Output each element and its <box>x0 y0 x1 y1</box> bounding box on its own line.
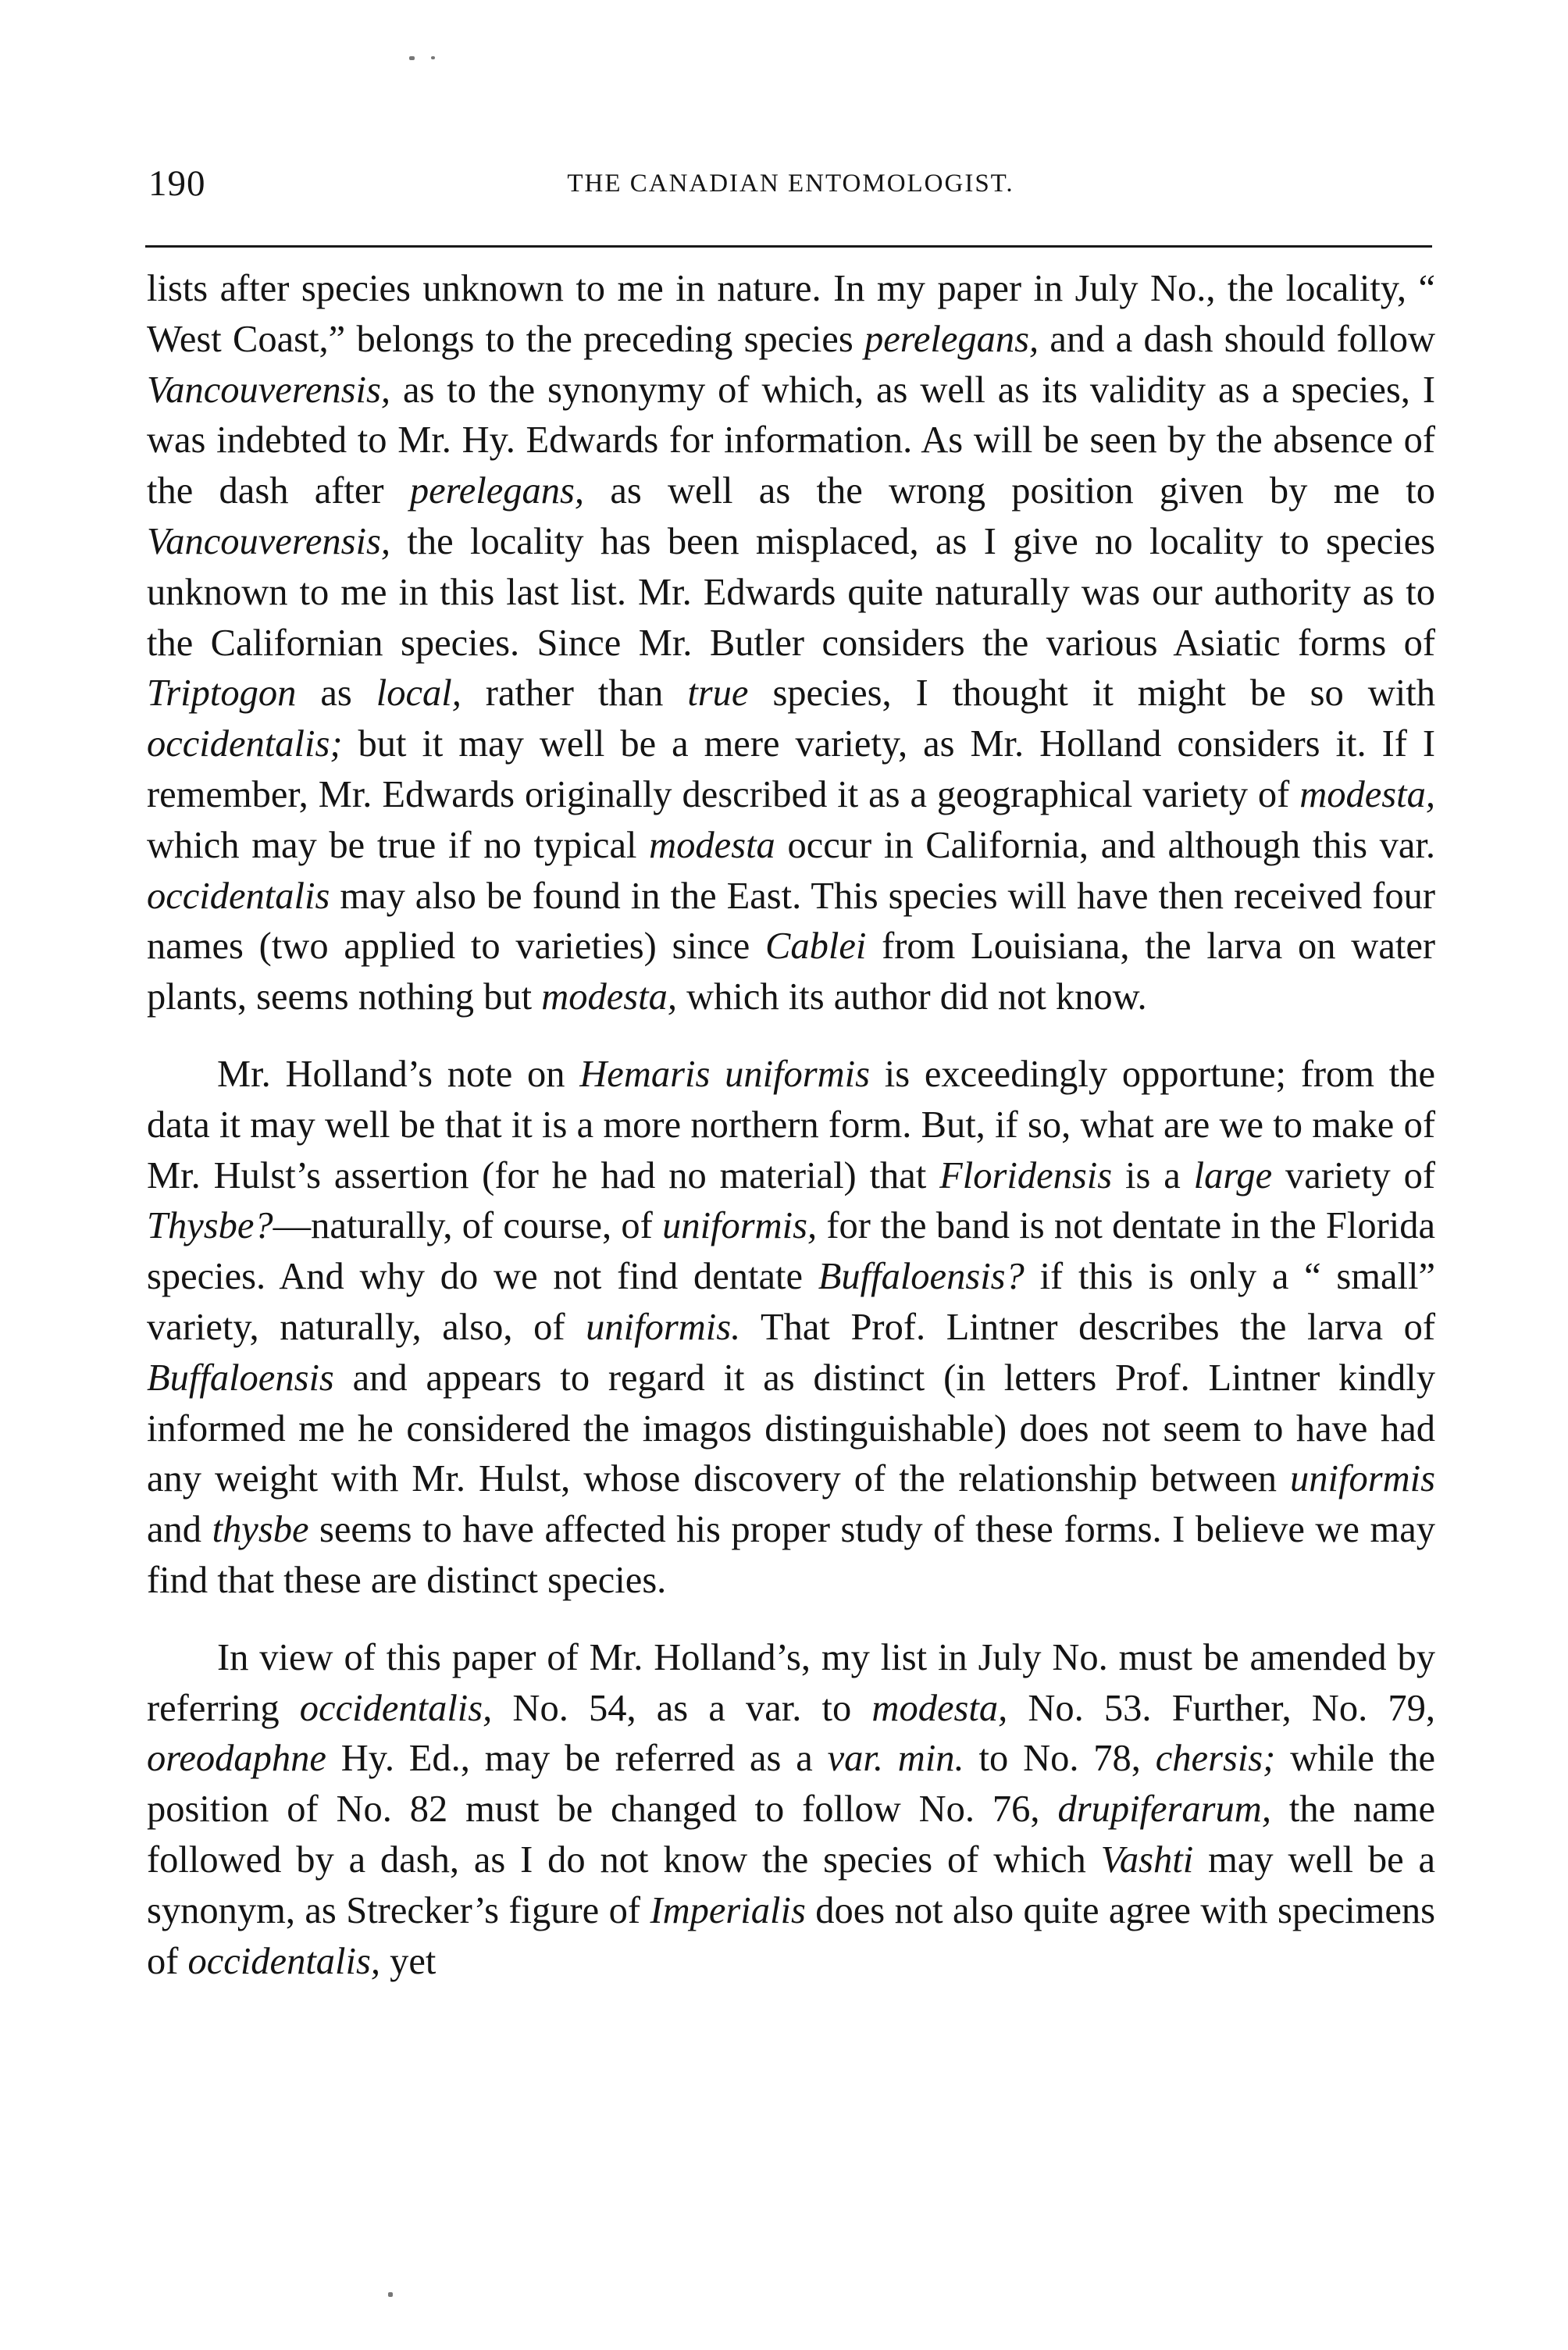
text-run: if this is only a “ small” variety, naturally, also, of <box>147 1256 1435 1348</box>
text-run: which its author did not know. <box>676 976 1147 1018</box>
text-run: Mr. Holland’s note on <box>217 1053 580 1095</box>
italic-text: Buffaloensis? <box>818 1256 1025 1298</box>
text-run: may also be found in the East. This species will have then received four names (two applied to varieties) since <box>147 875 1435 968</box>
italic-text: Triptogon <box>147 672 297 715</box>
italic-text: perelegans, <box>864 318 1039 360</box>
text-run: No. 53. Further, No. 79, <box>1007 1687 1435 1729</box>
text-run: is exceedingly opportune; from the data it may well be that it is a more northern form. But, if so, what are we to make of Mr. Hulst’s assertion (for he had no material) that <box>147 1053 1436 1196</box>
text-run: the name followed by a dash, as I do not know the species of which <box>147 1788 1436 1881</box>
italic-text: Hemaris uniformis <box>579 1053 871 1095</box>
italic-text: occidentalis; <box>147 723 343 765</box>
italic-text: Floridensis <box>939 1154 1113 1196</box>
italic-text: occidentalis, <box>299 1687 493 1729</box>
italic-text: modesta <box>649 824 775 866</box>
italic-text: Vashti <box>1100 1838 1194 1881</box>
text-run: yet <box>380 1940 437 1982</box>
header-rule <box>145 245 1432 248</box>
italic-text: Cablei <box>765 925 867 968</box>
italic-text: modesta, <box>871 1687 1008 1729</box>
text-run: for the band is not dentate in the Florida species. And why do we not find dentate <box>147 1205 1435 1298</box>
print-speck <box>409 56 415 60</box>
paragraph <box>147 1050 1435 1606</box>
text-run: variety of <box>1272 1154 1435 1196</box>
running-header <box>148 160 1433 207</box>
text-run: while the position of No. 82 must be changed to follow No. 76, <box>147 1738 1436 1831</box>
italic-text: thysbe <box>212 1509 309 1551</box>
text-run: rather than <box>461 672 688 715</box>
italic-text: chersis; <box>1155 1738 1276 1780</box>
italic-text: var. min. <box>827 1738 964 1780</box>
paragraph <box>147 264 1435 1023</box>
italic-text: large <box>1193 1154 1273 1196</box>
italic-text: occidentalis <box>147 875 330 917</box>
paragraph <box>147 1633 1435 1988</box>
italic-text: modesta, <box>541 976 677 1018</box>
text-run: seems to have affected his proper study of these forms. I believe we may find that these are distinct species. <box>147 1509 1435 1601</box>
text-run: as to the synonymy of which, as well as its validity as a species, I was indebted to Mr. Hy. Edwards for information. As will be seen by the absence of the dash after <box>147 369 1435 512</box>
print-speck <box>388 2292 393 2297</box>
text-run: and a dash should follow <box>1039 318 1435 360</box>
italic-text: oreodaphne <box>147 1738 326 1780</box>
italic-text: Buffaloensis <box>147 1357 334 1399</box>
text-run: the locality has been misplaced, as I give no locality to species unknown to me in this last list. Mr. Edwards quite naturally was our authority as to the Californian species. Since Mr. Butler considers the various Asiatic forms of <box>147 520 1435 664</box>
text-run: may well be a synonym, as Strecker’s figure of <box>147 1838 1435 1931</box>
text-run: species, I thought it might be so with <box>748 672 1435 715</box>
italic-text: local, <box>376 672 461 715</box>
text-run: which may be true if no typical <box>147 824 650 866</box>
italic-text: Thysbe? <box>147 1205 273 1247</box>
italic-text: perelegans, <box>409 470 585 512</box>
text-run: as well as the wrong position given by me to <box>584 470 1435 512</box>
text-run: does not also quite agree with specimens of <box>147 1889 1436 1982</box>
text-run: Hy. Ed., may be referred as a <box>326 1738 828 1780</box>
text-run: —naturally, of course, of <box>273 1205 663 1247</box>
italic-text: modesta, <box>1299 773 1435 815</box>
print-speck <box>431 56 435 59</box>
text-run: but it may well be a mere variety, as Mr. Holland considers it. If I remember, Mr. Edwards originally described it as a geographical variety of <box>147 723 1435 815</box>
italic-text: Imperialis <box>650 1889 806 1931</box>
text-run: is a <box>1112 1154 1194 1196</box>
text-run: That Prof. Lintner describes the larva of <box>740 1306 1435 1348</box>
running-title: THE CANADIAN ENTOMOLOGIST. <box>567 169 1014 198</box>
text-run: lists after species unknown to me in nature. In my paper in July No., the locality, “ West Coast,” belongs to the preceding species <box>147 268 1435 360</box>
text-run: as <box>296 672 376 715</box>
text-run: and <box>147 1509 212 1551</box>
italic-text: Vancouverensis, <box>147 369 391 411</box>
italic-text: true <box>687 672 749 715</box>
italic-text: drupiferarum, <box>1057 1788 1271 1831</box>
text-run: to No. 78, <box>964 1738 1156 1780</box>
body-text <box>147 264 1435 1987</box>
italic-text: uniformis, <box>662 1205 818 1247</box>
italic-text: uniformis <box>1290 1458 1435 1500</box>
text-run: and appears to regard it as distinct (in letters Prof. Lintner kindly informed me he considered the imagos distinguishable) does not seem to have had any weight with Mr. Hulst, whose discovery of the relationship between <box>147 1357 1435 1500</box>
page-number: 190 <box>148 163 206 204</box>
text-run: No. 54, as a var. to <box>492 1687 872 1729</box>
italic-text: occidentalis, <box>187 1940 381 1982</box>
italic-text: Vancouverensis, <box>147 520 391 562</box>
italic-text: uniformis. <box>586 1306 741 1348</box>
text-run: occur in California, and although this var. <box>775 824 1436 866</box>
text-run: In view of this paper of Mr. Holland’s, my list in July No. must be amended by referring <box>147 1636 1435 1729</box>
text-run: from Louisiana, the larva on water plants, seems nothing but <box>147 925 1435 1018</box>
